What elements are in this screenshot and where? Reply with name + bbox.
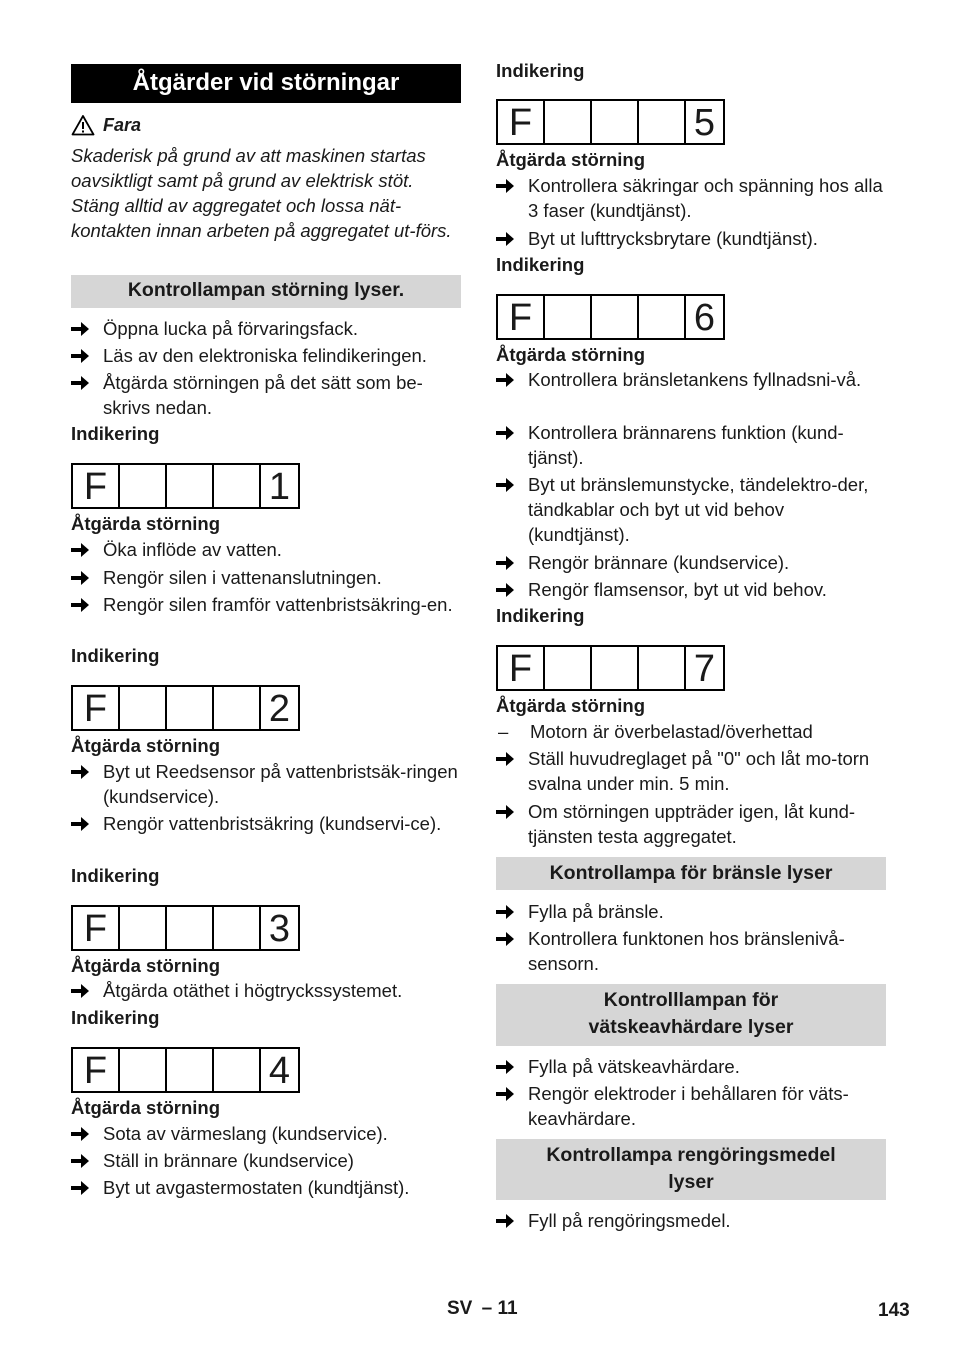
list-item: Fyll på rengöringsmedel. [496,1208,886,1233]
display-letter: F [498,296,545,338]
danger-text: Skaderisk på grund av att maskinen startas oavsiktligt samt på grund av elektrisk stöt. Stäng alltid av aggregatet och lossa nät-kontakten innan arbeten på aggregatet ut-förs. [71,145,452,241]
list-item: Sota av värmeslang (kundservice). [71,1121,461,1146]
indicator-label: Indikering [71,1007,160,1028]
list-item: Byt ut lufttrycksbrytare (kundtjänst). [496,226,886,251]
fault-display-f1 [71,463,300,509]
fault-display-f6 [496,294,725,340]
list-item: Åtgärda störningen på det sätt som be-skrivs nedan. [71,370,461,420]
display-code: 2 [268,688,291,730]
danger-label: Fara [103,114,142,135]
list-item: Rengör silen framför vattenbristsäkring-en. [71,592,461,617]
list-item: Rengör brännare (kundservice). [496,550,886,575]
list-item: Kontrollera funktonen hos bränslenivå-sensorn. [496,926,886,976]
arrow-right-icon [496,577,528,602]
section-title: Åtgärder vid störningar [71,64,461,103]
list-item: Byt ut avgastermostaten (kundtjänst). [71,1175,461,1200]
arrow-right-icon [71,1121,103,1146]
display-letter: F [73,465,120,507]
subhead-fuel-lamp: Kontrollampa för bränsle lyser [496,857,886,890]
display-code: 3 [268,908,291,950]
list-item: Byt ut Reedsensor på vattenbristsäk-ringen (kundservice). [71,759,461,809]
list-item: Öka inflöde av vatten. [71,537,461,562]
arrow-right-icon [496,899,528,924]
list-item: Rengör silen i vattenanslutningen. [71,565,461,590]
indicator-label: Indikering [71,423,160,444]
list-item: Byt ut bränslemunstycke, tändelektro-der, tändkablar och byt ut vid behov (kundtjänst). [496,472,886,547]
dash-marker: – [498,721,509,742]
subhead-softener-lamp: Kontrolllampan för vätskeavhärdare lyser [496,984,886,1046]
list-item: Ställ in brännare (kundservice) [71,1148,461,1173]
fix-label: Åtgärda störning [496,695,646,716]
display-letter: F [73,1049,120,1091]
display-letter: F [498,647,545,689]
list-item: Kontrollera bränsletankens fyllnadsni-vå. [496,367,886,392]
list-item: Kontrollera säkringar och spänning hos alla 3 faser (kundtjänst). [496,173,886,223]
display-letter: F [73,907,120,949]
display-code: 7 [693,648,716,690]
list-item: – Motorn är överbelastad/överhettad [498,721,813,742]
display-code: 4 [268,1050,291,1092]
indicator-label: Indikering [496,60,585,81]
list-item: Läs av den elektroniska felindikeringen. [71,343,461,368]
arrow-right-icon [496,226,528,251]
list-item: Om störningen uppträder igen, låt kund-tjänsten testa aggregatet. [496,799,886,849]
arrow-right-icon [496,926,528,976]
fault-display-f7 [496,645,725,691]
arrow-right-icon [496,472,528,547]
arrow-right-icon [496,746,528,796]
arrow-right-icon [71,343,103,368]
subhead-fault-lamp: Kontrollampan störning lyser. [71,275,461,308]
footer-section-page: SV – 11 [447,1298,518,1319]
arrow-right-icon [71,1148,103,1173]
fix-label: Åtgärda störning [71,955,221,976]
display-code: 5 [693,102,716,144]
arrow-right-icon [71,316,103,341]
list-item: Fylla på bränsle. [496,899,886,924]
arrow-right-icon [71,592,103,617]
fault-display-f4 [71,1047,300,1093]
fault-display-f5 [496,99,725,145]
indicator-label: Indikering [496,254,585,275]
display-letter: F [498,101,545,143]
arrow-right-icon [71,537,103,562]
list-item: Ställ huvudreglaget på "0" och låt mo-torn svalna under min. 5 min. [496,746,886,796]
arrow-right-icon [496,1054,528,1079]
arrow-right-icon [496,420,528,470]
arrow-right-icon [496,173,528,223]
display-letter: F [73,687,120,729]
fix-label: Åtgärda störning [496,344,646,365]
list-item: Åtgärda otäthet i högtryckssystemet. [71,978,461,1003]
warning-triangle-icon [71,114,95,136]
arrow-right-icon [71,565,103,590]
indicator-label: Indikering [496,605,585,626]
list-item: Rengör elektroder i behållaren för väts-keavhärdare. [496,1081,886,1131]
subhead-detergent-lamp: Kontrollampa rengöringsmedel lyser [496,1139,886,1200]
display-code: 6 [693,297,716,339]
indicator-label: Indikering [71,645,160,666]
arrow-right-icon [496,550,528,575]
arrow-right-icon [496,799,528,849]
arrow-right-icon [71,1175,103,1200]
fix-label: Åtgärda störning [71,735,221,756]
indicator-label: Indikering [71,865,160,886]
fix-label: Åtgärda störning [496,149,646,170]
page-number: 143 [878,1300,910,1321]
arrow-right-icon [71,759,103,809]
list-item: Öppna lucka på förvaringsfack. [71,316,461,341]
arrow-right-icon [71,811,103,836]
fault-display-f2 [71,685,300,731]
arrow-right-icon [496,367,528,392]
fix-label: Åtgärda störning [71,1097,221,1118]
arrow-right-icon [496,1081,528,1131]
fix-label: Åtgärda störning [71,513,221,534]
display-code: 1 [268,466,291,508]
arrow-right-icon [71,978,103,1003]
danger-heading [71,114,141,136]
list-item: Fylla på vätskeavhärdare. [496,1054,886,1079]
fault-display-f3 [71,905,300,951]
arrow-right-icon [71,370,103,420]
arrow-right-icon [496,1208,528,1233]
list-item: Kontrollera brännarens funktion (kund-tjänst). [496,420,886,470]
list-item: Rengör vattenbristsäkring (kundservi-ce). [71,811,461,836]
list-item: Rengör flamsensor, byt ut vid behov. [496,577,886,602]
